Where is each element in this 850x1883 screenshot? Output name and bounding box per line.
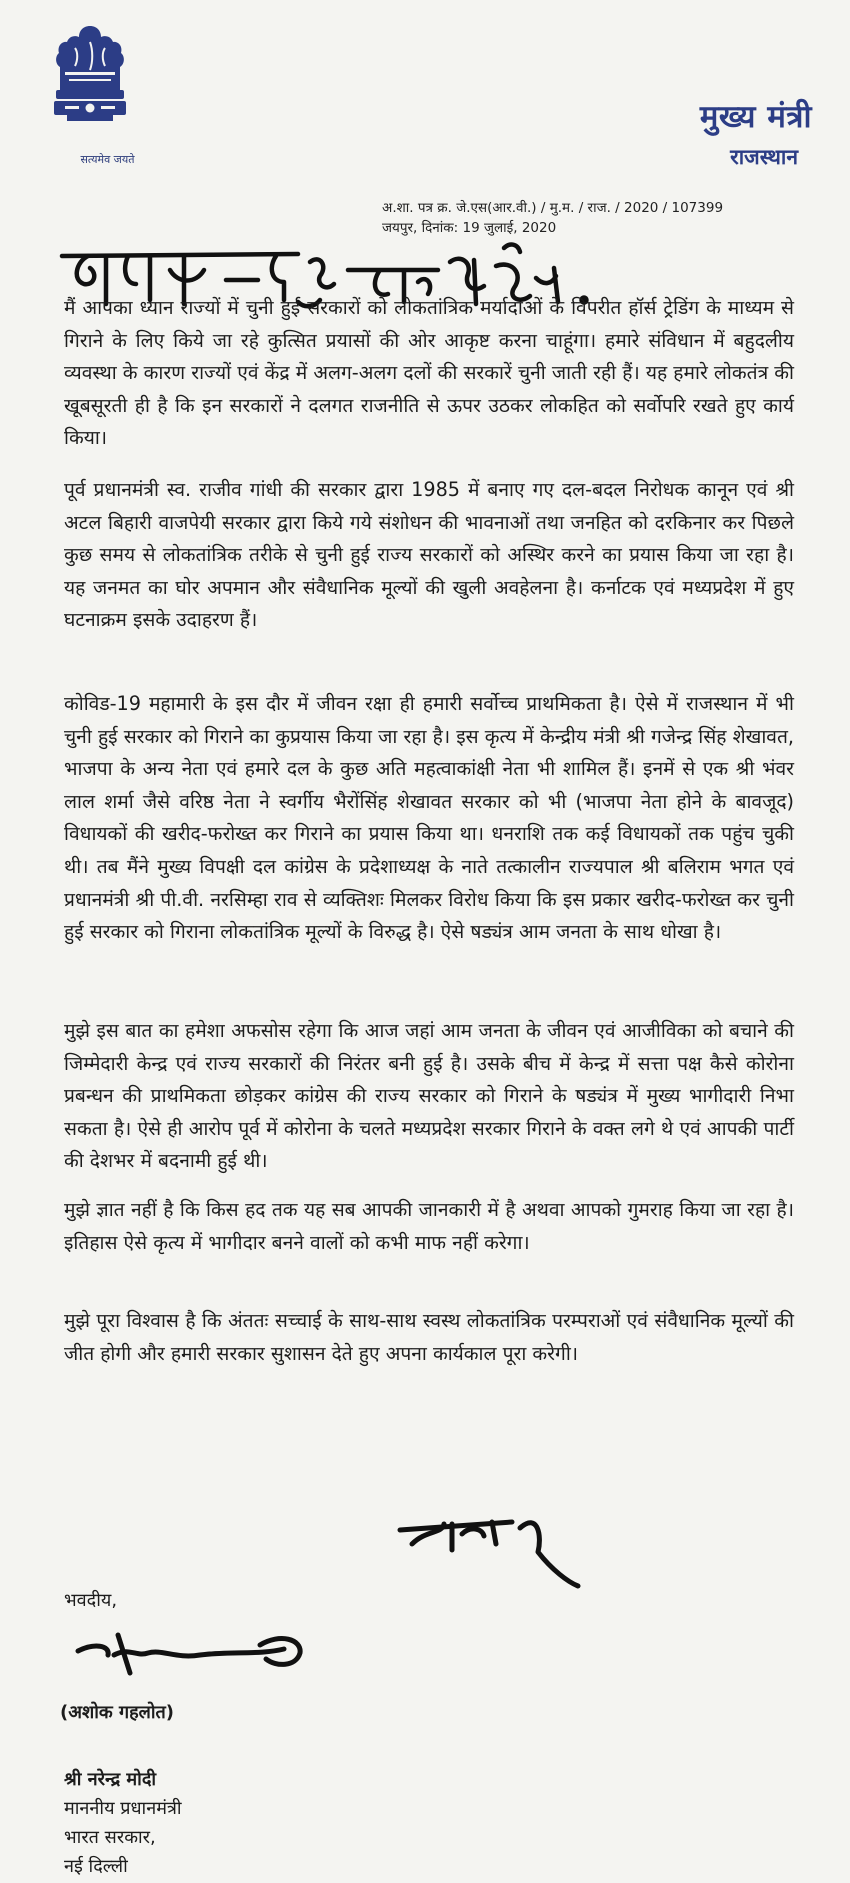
signatory-name: (अशोक गहलोत) [60,1702,175,1723]
addressee-government: भारत सरकार, [64,1827,156,1848]
place-date: जयपुर, दिनांक: 19 जुलाई, 2020 [382,220,557,236]
reference-block [382,198,723,238]
addressee-block [64,1765,182,1881]
addressee-name: श्री नरेन्द्र मोदी [64,1769,157,1790]
addressee-designation: माननीय प्रधानमंत्री [64,1798,182,1819]
closing-salutation: भवदीय, [64,1590,118,1611]
signature-handwriting [70,1615,310,1690]
letterhead-office [700,95,812,171]
body-paragraph-4: मुझे इस बात का हमेशा अफसोस रहेगा कि आज जहां आम जनता के जीवन एवं आजीविका को बचाने की जिम्मेदारी केन्द्र एवं राज्य सरकारों की निरंतर बनी हुई है। उसके बीच में केन्द्र में सत्ता पक्ष कैसे कोरोना प्रबन्धन की प्राथमिकता छोड़कर कांग्रेस की राज्य सरकार को गिराने के षड्यंत्र में मुख्य भागीदारी निभा सकता है। ऐसे ही आरोप पूर्व में कोरोना के चलते मध्यप्रदेश सरकार गिराने के वक्त लगे थे एवं आपकी पार्टी की देशभर में बदनामी हुई थी। [64,1019,794,1173]
handwritten-note [392,1500,592,1590]
signature [70,1615,310,1690]
body-paragraph-2: पूर्व प्रधानमंत्री स्व. राजीव गांधी की सरकार द्वारा 1985 में बनाए गए दल-बदल निरोधक कानून एवं श्री अटल बिहारी वाजपेयी सरकार द्वारा किये गये संशोधन की भावनाओं तथा जनहित को दरकिनार कर पिछले कुछ समय से लोकतांत्रिक तरीके से चुनी हुई राज्य सरकारों को अस्थिर करने का प्रयास किया जा रहा है। यह जनमत का घोर अपमान और संवैधानिक मूल्यों की खुली अवहेलना है। कर्नाटक एवं मध्यप्रदेश में हुए घटनाक्रम इसके उदाहरण हैं। [64,478,794,632]
body-paragraph-1: मैं आपका ध्यान राज्यों में चुनी हुई सरकारों को लोकतांत्रिक मर्यादाओं के विपरीत हॉर्स ट्रेडिंग के माध्यम से गिराने के लिए किये जा रहे कुत्सित प्रयासों की ओर आकृष्ट करना चाहूंगा। हमारे संविधान में बहुदलीय व्यवस्था के कारण राज्यों एवं केंद्र में अलग-अलग दलों की सरकारें चुनी जाती रही हैं। यह हमारे लोकतंत्र की खूबसूरती ही है कि इन सरकारों ने दलगत राजनीति से ऊपर उठकर लोकहित को सर्वोपरि रखते हुए कार्य किया। [64,296,794,450]
office-state: राजस्थान [730,145,798,169]
lion-capital-emblem-icon [45,20,135,130]
state-emblem [45,20,135,166]
body-paragraph-5: मुझे ज्ञात नहीं है कि किस हद तक यह सब आपकी जानकारी में है अथवा आपको गुमराह किया जा रहा है। इतिहास ऐसे कृत्य में भागीदार बनने वालों को कभी माफ नहीं करेगा। [64,1198,794,1254]
office-title: मुख्य मंत्री [699,99,812,135]
addressee-city: नई दिल्ली [64,1856,128,1877]
body-paragraph-6: मुझे पूरा विश्वास है कि अंततः सच्चाई के साथ-साथ स्वस्थ लोकतांत्रिक परम्पराओं एवं संवैधानिक मूल्यों की जीत होगी और हमारी सरकार सुशासन देते हुए अपना कार्यकाल पूरा करेगी। [64,1309,794,1365]
reference-number: अ.शा. पत्र क्र. जे.एस(आर.वी.) / मु.म. / राज. / 2020 / 107399 [382,200,724,216]
note-handwriting [392,1500,592,1590]
body-paragraph-3: कोविड-19 महामारी के इस दौर में जीवन रक्षा ही हमारी सर्वोच्च प्राथमिकता है। ऐसे में राजस्थान में भी चुनी हुई सरकार को गिराने का कुप्रयास किया जा रहा है। इस कृत्य में केन्द्रीय मंत्री श्री गजेन्द्र सिंह शेखावत, भाजपा के अन्य नेता एवं हमारे दल के कुछ अति महत्वाकांक्षी नेता भी शामिल हैं। इनमें से एक श्री भंवर लाल शर्मा जैसे वरिष्ठ नेता ने स्वर्गीय भैरोंसिंह शेखावत सरकार को भी (भाजपा नेता होने के बावजूद) विधायकों की खरीद-फरोख्त कर गिराने का प्रयास किया था। धनराशि तक कई विधायकों तक पहुंच चुकी थी। तब मैंने मुख्य विपक्षी दल कांग्रेस के प्रदेशाध्यक्ष के नाते तत्कालीन राज्यपाल श्री बलिराम भगत एवं प्रधानमंत्री श्री पी.वी. नरसिम्हा राव से व्यक्तिशः मिलकर विरोध किया कि इस प्रकार खरीद-फरोख्त कर चुनी हुई सरकार को गिराना लोकतांत्रिक मूल्यों के विरुद्ध है। ऐसे षड्यंत्र आम जनता के साथ धोखा है। [64,692,794,944]
emblem-motto: सत्यमेव जयते [80,153,135,166]
